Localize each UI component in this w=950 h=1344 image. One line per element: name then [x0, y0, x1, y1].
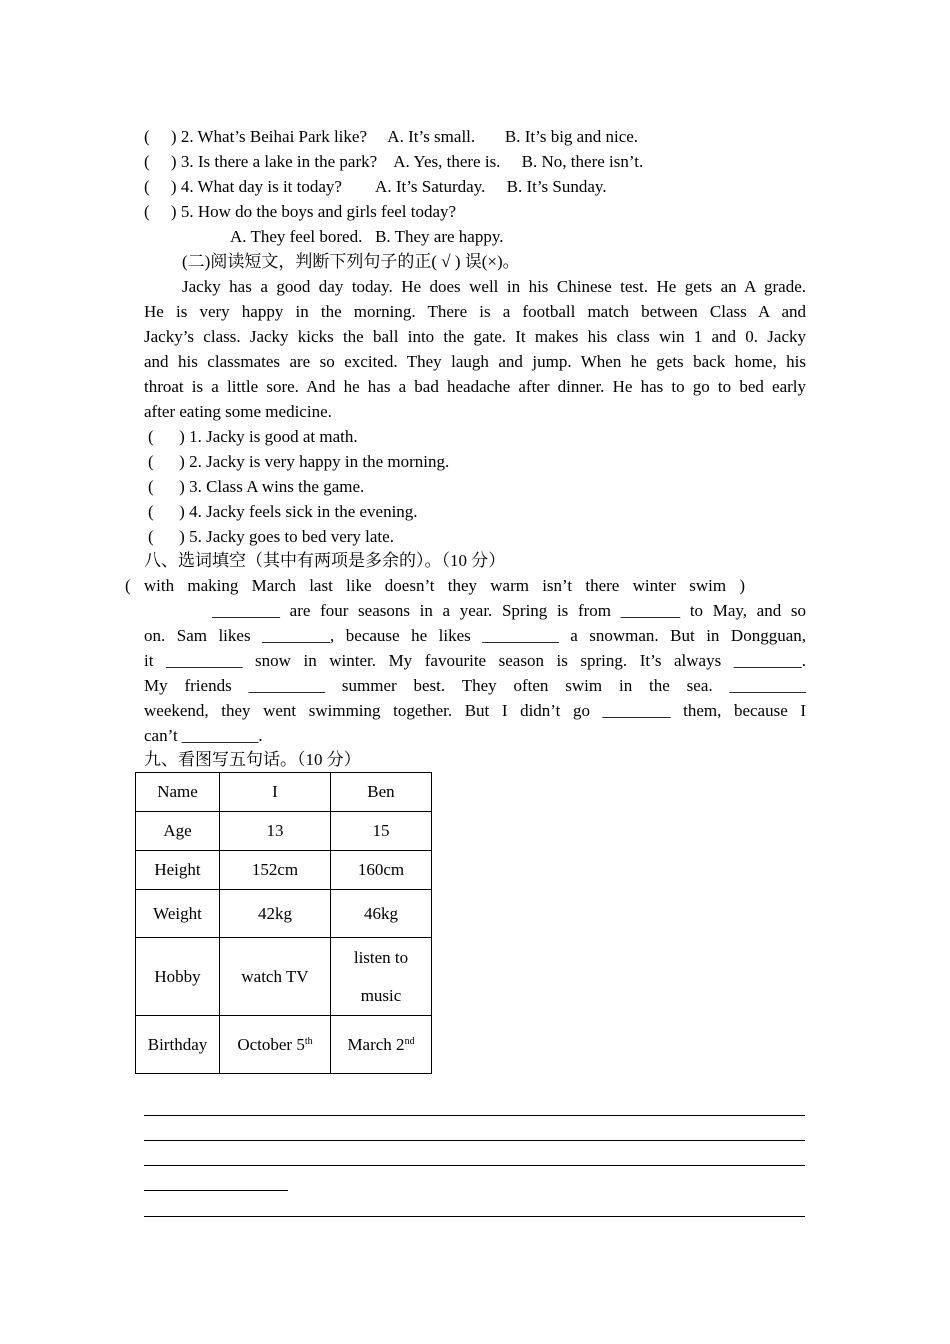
listening-question-3: ( ) 3. Is there a lake in the park? A. Yes, there is. B. No, there isn’t.: [144, 152, 644, 171]
cell-text: music: [360, 985, 402, 1005]
answer-line[interactable]: [144, 1165, 805, 1166]
listening-question-4: ( ) 4. What day is it today? A. It’s Saturday. B. It’s Sunday.: [144, 177, 607, 196]
section-8-heading: 八、选词填空（其中有两项是多余的）。（10 分）: [144, 551, 506, 570]
cell-text: October 5: [237, 1034, 305, 1054]
table-cell: 13: [220, 812, 331, 851]
cell-text: listen to: [353, 947, 409, 967]
table-cell: [331, 938, 432, 1016]
true-false-question: ( ) 4. Jacky feels sick in the evening.: [148, 502, 418, 521]
passage-line: He is very happy in the morning. There is a football match between Class A and: [144, 302, 806, 321]
table-cell: Ben: [331, 773, 432, 812]
table-row: [136, 890, 432, 938]
table-cell: Birthday: [136, 1016, 220, 1074]
table-cell: 15: [331, 812, 432, 851]
table-cell: Hobby: [136, 938, 220, 1016]
table-cell: I: [220, 773, 331, 812]
cloze-line: on. Sam likes ________, because he likes _________ a snowman. But in Dongguan,: [144, 626, 806, 645]
ordinal-suffix: th: [304, 1035, 313, 1047]
answer-line[interactable]: [144, 1115, 805, 1116]
cloze-line: ________ are four seasons in a year. Spring is from _______ to May, and so: [212, 601, 806, 620]
true-false-question: ( ) 5. Jacky goes to bed very late.: [148, 527, 394, 546]
table-row: [136, 851, 432, 890]
cloze-line: weekend, they went swimming together. But I didn’t go ________ them, because I: [144, 701, 806, 720]
word-bank: ( with making March last like doesn’t they warm isn’t there winter swim ): [125, 576, 745, 595]
table-cell: Age: [136, 812, 220, 851]
table-row: [136, 938, 432, 1016]
listening-question-2: ( ) 2. What’s Beihai Park like? A. It’s small. B. It’s big and nice.: [144, 127, 639, 146]
true-false-question: ( ) 2. Jacky is very happy in the morning.: [148, 452, 450, 471]
answer-line[interactable]: [144, 1216, 805, 1217]
table-cell: Weight: [136, 890, 220, 938]
answer-line[interactable]: [144, 1190, 288, 1191]
listening-question-5: ( ) 5. How do the boys and girls feel today?: [144, 202, 457, 221]
table-row: [136, 1016, 432, 1074]
true-false-question: ( ) 3. Class A wins the game.: [148, 477, 365, 496]
passage-line: and his classmates are so excited. They laugh and jump. When he gets back home, his: [144, 352, 806, 371]
passage-line: Jacky’s class. Jacky kicks the ball into the gate. It makes his class win 1 and 0. Jacky: [144, 327, 806, 346]
table-cell: [331, 1016, 432, 1074]
cell-text: March 2: [347, 1034, 405, 1054]
cloze-line: it _________ snow in winter. My favourite season is spring. It’s always ________.: [144, 651, 806, 670]
answer-line[interactable]: [144, 1140, 805, 1141]
table-cell: Name: [136, 773, 220, 812]
table-cell: 160cm: [331, 851, 432, 890]
info-table: [135, 772, 432, 1074]
passage-line: Jacky has a good day today. He does well in his Chinese test. He gets an A grade.: [182, 277, 806, 296]
listening-question-5-options: A. They feel bored. B. They are happy.: [230, 227, 504, 246]
table-row: [136, 812, 432, 851]
section-9-heading: 九、看图写五句话。（10 分）: [144, 750, 361, 769]
passage-line: after eating some medicine.: [144, 402, 332, 421]
table-cell: [220, 1016, 331, 1074]
true-false-question: ( ) 1. Jacky is good at math.: [148, 427, 358, 446]
cloze-line: My friends _________ summer best. They often swim in the sea. _________: [144, 676, 806, 695]
table-cell: 46kg: [331, 890, 432, 938]
table-cell: 152cm: [220, 851, 331, 890]
table-cell: watch TV: [220, 938, 331, 1016]
passage-line: throat is a little sore. And he has a bad headache after dinner. He has to go to bed early: [144, 377, 806, 396]
table-cell: Height: [136, 851, 220, 890]
cloze-line: can’t _________.: [144, 726, 263, 745]
table-row: [136, 773, 432, 812]
ordinal-suffix: nd: [404, 1035, 415, 1047]
reading-heading: (二)阅读短文，判断下列句子的正( √ ) 误(×)。: [182, 252, 520, 271]
table-cell: 42kg: [220, 890, 331, 938]
